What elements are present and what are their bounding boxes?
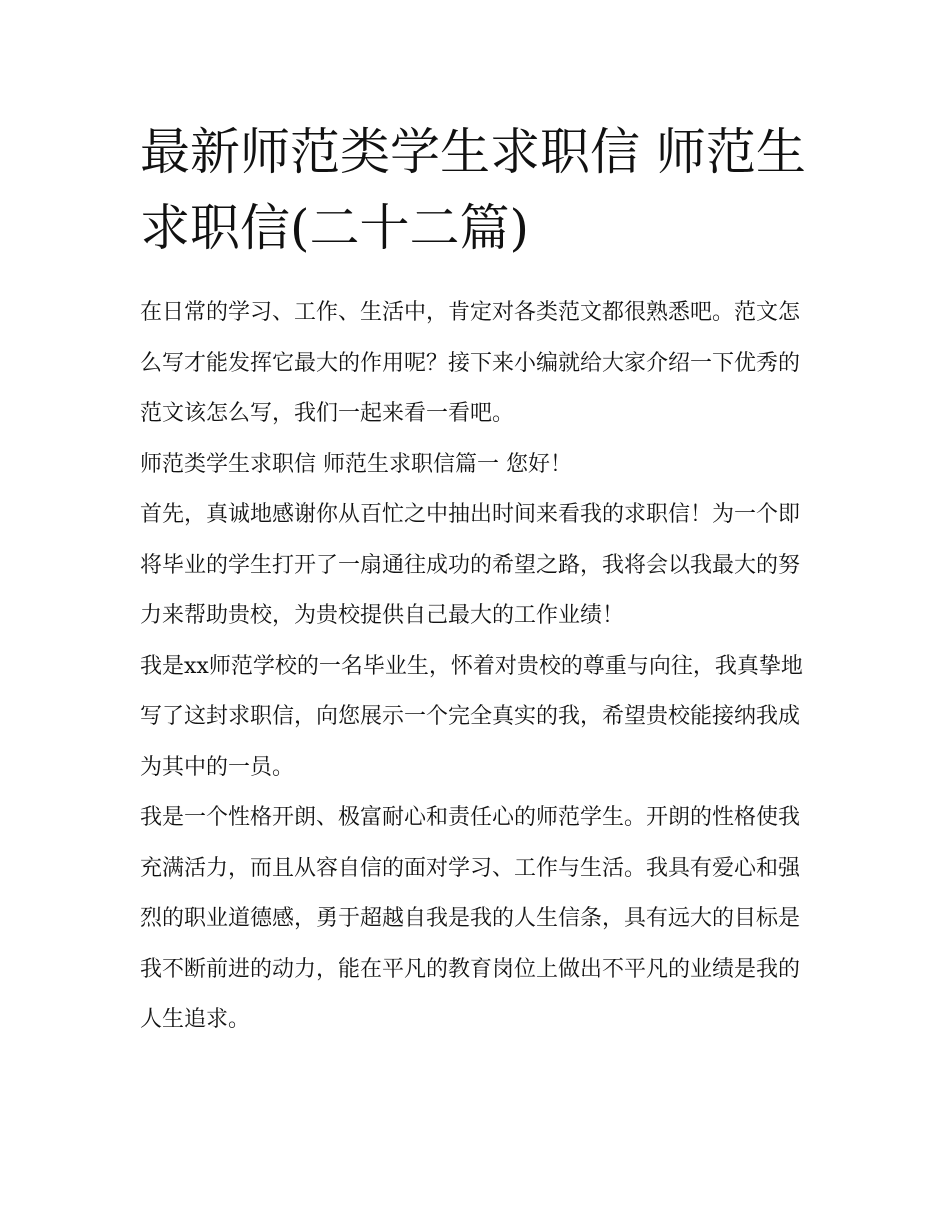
paragraph-heading-1: 师范类学生求职信 师范生求职信篇一 您好！ <box>140 451 572 477</box>
document-title: 最新师范类学生求职信 师范生求职信(二十二篇) <box>140 123 806 257</box>
paragraph-self-intro: 我是xx师范学校的一名毕业生，怀着对贵校的尊重与向往，我真挚地写了这封求职信，向您展示一个完全真实的我，希望贵校能接纳我成为其中的一员。 <box>140 653 803 780</box>
paragraph-thanks: 首先，真诚地感谢你从百忙之中抽出时间来看我的求职信！为一个即将毕业的学生打开了一扇通往成功的希望之路，我将会以我最大的努力来帮助贵校，为贵校提供自己最大的工作业绩！ <box>140 502 801 628</box>
document-page <box>140 114 812 1046</box>
paragraph-intro: 在日常的学习、工作、生活中，肯定对各类范文都很熟悉吧。范文怎么写才能发挥它最大的作用呢？接下来小编就给大家介绍一下优秀的范文该怎么写，我们一起来看一看吧。 <box>140 300 801 426</box>
paragraph-personality: 我是一个性格开朗、极富耐心和责任心的师范学生。开朗的性格使我充满活力，而且从容自信的面对学习、工作与生活。我具有爱心和强烈的职业道德感，勇于超越自我是我的人生信条，具有远大的目标是我不断前进的动力，能在平凡的教育岗位上做出不平凡的业绩是我的人生追求。 <box>140 805 801 1032</box>
